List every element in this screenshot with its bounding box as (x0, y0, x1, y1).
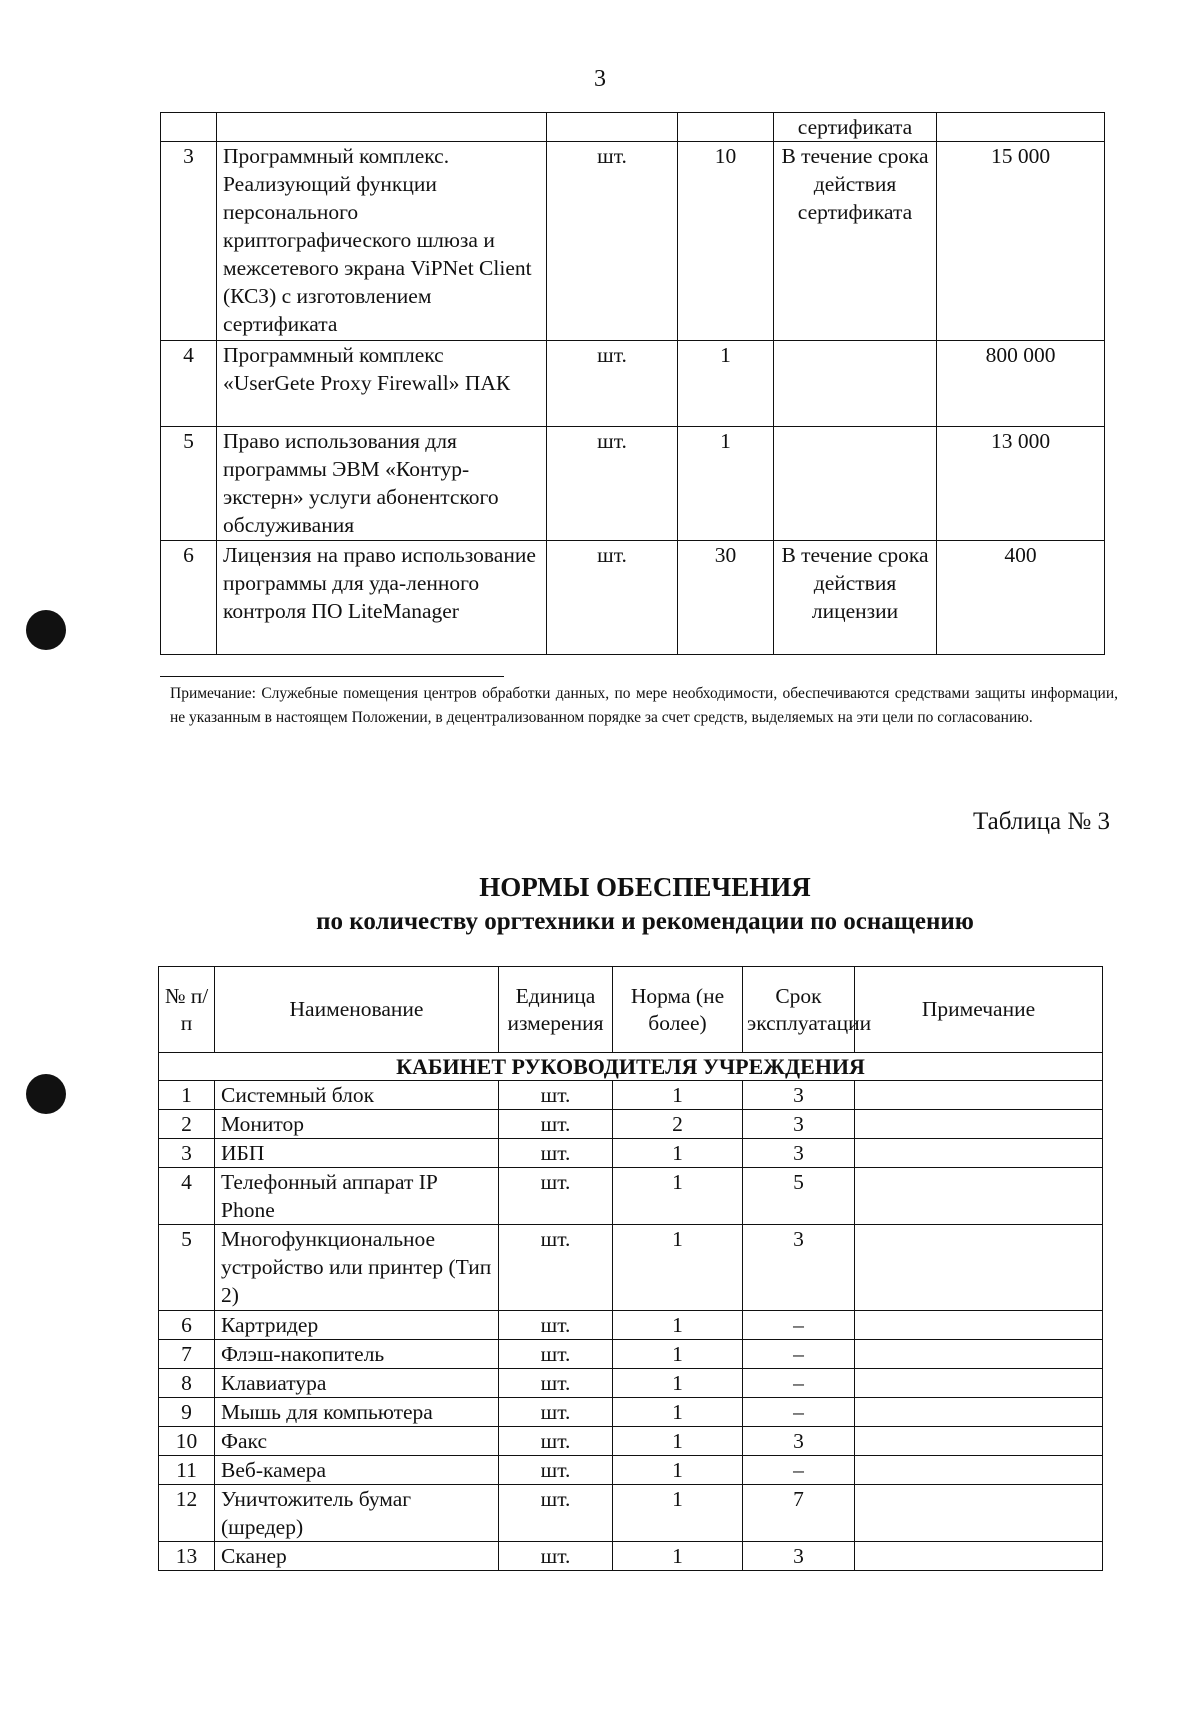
cell-note (855, 1225, 1103, 1311)
section-row (159, 1053, 1103, 1081)
cell-name: Монитор (215, 1110, 499, 1139)
cell-name: Картридер (215, 1311, 499, 1340)
cell-unit (547, 113, 678, 142)
cell-no: 2 (159, 1110, 215, 1139)
cell-unit: шт. (499, 1398, 613, 1427)
table-row (159, 1110, 1103, 1139)
cell-norm: 1 (613, 1542, 743, 1571)
footnote-divider (160, 676, 504, 677)
equipment-table-continued (160, 112, 1105, 655)
cell-price (937, 113, 1105, 142)
cell-note (855, 1168, 1103, 1225)
cell-term (774, 341, 937, 427)
table-row (159, 1542, 1103, 1571)
cell-term: – (743, 1311, 855, 1340)
cell-norm: 1 (613, 1398, 743, 1427)
cell-no: 9 (159, 1398, 215, 1427)
cell-term: – (743, 1398, 855, 1427)
cell-no: 12 (159, 1485, 215, 1542)
cell-no: 10 (159, 1427, 215, 1456)
cell-note (855, 1139, 1103, 1168)
cell-term: В течение срока действия лицензии (774, 541, 937, 655)
cell-term: – (743, 1340, 855, 1369)
cell-term: 3 (743, 1139, 855, 1168)
header-term: Срок эксплуатации (743, 967, 855, 1053)
cell-note (855, 1340, 1103, 1369)
cell-qty: 30 (678, 541, 774, 655)
page-number: 3 (594, 66, 606, 92)
cell-name: Флэш-накопитель (215, 1340, 499, 1369)
punch-hole-mark (26, 610, 66, 650)
cell-name: Лицензия на право использование программы для уда-ленного контроля ПО LiteManager (217, 541, 547, 655)
cell-unit: шт. (547, 142, 678, 341)
table-row (159, 1168, 1103, 1225)
cell-no: 8 (159, 1369, 215, 1398)
cell-term: 3 (743, 1225, 855, 1311)
cell-price: 15 000 (937, 142, 1105, 341)
cell-unit: шт. (499, 1456, 613, 1485)
cell-norm: 1 (613, 1369, 743, 1398)
cell-name: Право использования для программы ЭВМ «Контур-экстерн» услуги абонентского обслуживания (217, 427, 547, 541)
cell-unit: шт. (499, 1081, 613, 1110)
cell-no: 6 (159, 1311, 215, 1340)
cell-no: 4 (159, 1168, 215, 1225)
cell-unit: шт. (499, 1427, 613, 1456)
cell-no: 5 (161, 427, 217, 541)
punch-hole-mark (26, 1074, 66, 1114)
cell-no: 4 (161, 341, 217, 427)
table-row (159, 1340, 1103, 1369)
cell-unit: шт. (499, 1225, 613, 1311)
cell-qty: 1 (678, 341, 774, 427)
cell-unit: шт. (499, 1168, 613, 1225)
cell-term: сертификата (774, 113, 937, 142)
cell-name: Сканер (215, 1542, 499, 1571)
header-note: Примечание (855, 967, 1103, 1053)
cell-price: 800 000 (937, 341, 1105, 427)
cell-term (774, 427, 937, 541)
cell-note (855, 1485, 1103, 1542)
cell-term: 3 (743, 1110, 855, 1139)
cell-unit: шт. (547, 341, 678, 427)
table-row (159, 1398, 1103, 1427)
cell-unit: шт. (499, 1340, 613, 1369)
table-row (159, 1081, 1103, 1110)
cell-norm: 1 (613, 1081, 743, 1110)
table-row (161, 142, 1105, 341)
table-row (159, 1139, 1103, 1168)
cell-no: 3 (161, 142, 217, 341)
cell-norm: 1 (613, 1456, 743, 1485)
equipment-norms-table (158, 966, 1103, 1571)
cell-no (161, 113, 217, 142)
cell-name: ИБП (215, 1139, 499, 1168)
header-norm: Норма (не более) (613, 967, 743, 1053)
table-row (159, 1311, 1103, 1340)
header-unit: Единица измерения (499, 967, 613, 1053)
header-no: № п/п (159, 967, 215, 1053)
cell-unit: шт. (499, 1542, 613, 1571)
cell-note (855, 1398, 1103, 1427)
section-subtitle: по количеству оргтехники и рекомендации по оснащению (316, 908, 974, 935)
cell-name: Факс (215, 1427, 499, 1456)
table-row (159, 1225, 1103, 1311)
section-heading: КАБИНЕТ РУКОВОДИТЕЛЯ УЧРЕЖДЕНИЯ (159, 1053, 1103, 1081)
table-row (159, 1427, 1103, 1456)
cell-no: 7 (159, 1340, 215, 1369)
table-row (161, 427, 1105, 541)
cell-note (855, 1369, 1103, 1398)
cell-name: Программный комплекс. Реализующий функции персонального криптографического шлюза и межсетевого экрана ViPNet Client (КСЗ) с изготовлением сертификата (217, 142, 547, 341)
cell-note (855, 1456, 1103, 1485)
cell-no: 1 (159, 1081, 215, 1110)
cell-qty (678, 113, 774, 142)
cell-norm: 1 (613, 1168, 743, 1225)
cell-name: Системный блок (215, 1081, 499, 1110)
table-header-row (159, 967, 1103, 1053)
table-row (159, 1456, 1103, 1485)
cell-unit: шт. (499, 1485, 613, 1542)
table-row (161, 341, 1105, 427)
cell-note (855, 1110, 1103, 1139)
cell-term: 3 (743, 1081, 855, 1110)
cell-term: 3 (743, 1542, 855, 1571)
footnote-text: Примечание: Служебные помещения центров обработки данных, по мере необходимости, обеспечиваются средствами защиты информации, не указанным в настоящем Положении, в децентрализованном порядке за счет средств, выделяемых на эти цели по согласованию. (170, 685, 1118, 726)
cell-norm: 2 (613, 1110, 743, 1139)
cell-unit: шт. (547, 427, 678, 541)
cell-name (217, 113, 547, 142)
cell-qty: 10 (678, 142, 774, 341)
table-row (159, 1485, 1103, 1542)
cell-qty: 1 (678, 427, 774, 541)
cell-norm: 1 (613, 1139, 743, 1168)
cell-name: Мышь для компьютера (215, 1398, 499, 1427)
header-name: Наименование (215, 967, 499, 1053)
cell-name: Клавиатура (215, 1369, 499, 1398)
cell-norm: 1 (613, 1225, 743, 1311)
cell-norm: 1 (613, 1311, 743, 1340)
cell-no: 13 (159, 1542, 215, 1571)
cell-name: Многофункциональное устройство или принтер (Тип 2) (215, 1225, 499, 1311)
cell-price: 13 000 (937, 427, 1105, 541)
cell-norm: 1 (613, 1427, 743, 1456)
table-row (161, 541, 1105, 655)
cell-term: 7 (743, 1485, 855, 1542)
cell-unit: шт. (499, 1369, 613, 1398)
table-row (159, 1369, 1103, 1398)
cell-unit: шт. (499, 1139, 613, 1168)
cell-note (855, 1427, 1103, 1456)
cell-unit: шт. (499, 1110, 613, 1139)
cell-name: Телефонный аппарат IP Phone (215, 1168, 499, 1225)
cell-norm: 1 (613, 1485, 743, 1542)
cell-note (855, 1542, 1103, 1571)
cell-term: В течение срока действия сертификата (774, 142, 937, 341)
cell-term: – (743, 1456, 855, 1485)
cell-no: 5 (159, 1225, 215, 1311)
cell-term: – (743, 1369, 855, 1398)
section-title: НОРМЫ ОБЕСПЕЧЕНИЯ (479, 872, 811, 902)
cell-unit: шт. (499, 1311, 613, 1340)
cell-unit: шт. (547, 541, 678, 655)
table-row (161, 113, 1105, 142)
cell-note (855, 1081, 1103, 1110)
cell-name: Программный комплекс «UserGete Proxy Firewall» ПАК (217, 341, 547, 427)
cell-no: 11 (159, 1456, 215, 1485)
cell-price: 400 (937, 541, 1105, 655)
table-label: Таблица № 3 (972, 808, 1110, 835)
cell-term: 5 (743, 1168, 855, 1225)
cell-norm: 1 (613, 1340, 743, 1369)
cell-name: Веб-камера (215, 1456, 499, 1485)
cell-term: 3 (743, 1427, 855, 1456)
cell-name: Уничтожитель бумаг (шредер) (215, 1485, 499, 1542)
cell-no: 3 (159, 1139, 215, 1168)
cell-note (855, 1311, 1103, 1340)
cell-no: 6 (161, 541, 217, 655)
